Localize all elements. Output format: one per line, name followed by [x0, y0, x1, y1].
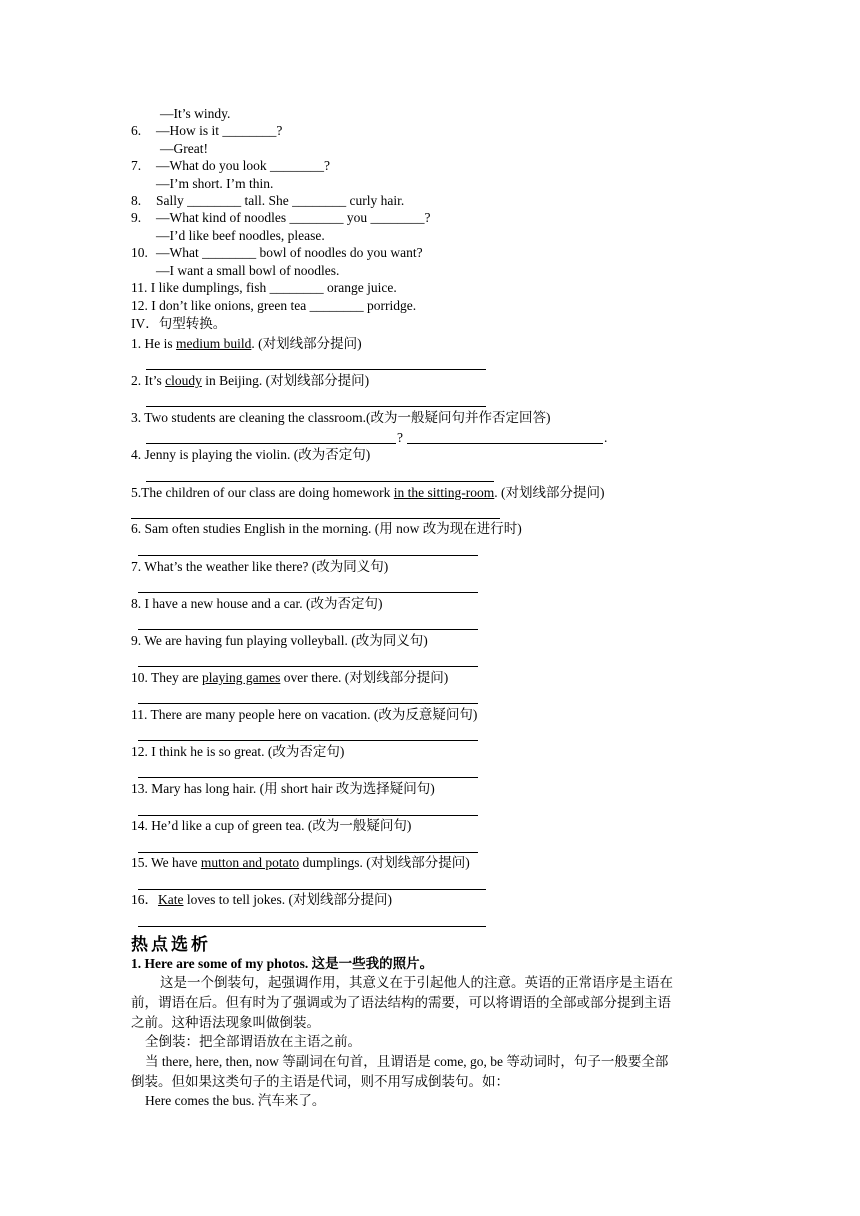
item7-answer: —I’m short. I’m thin. — [156, 176, 274, 191]
item6-answer: —Great! — [160, 141, 208, 156]
question-16: 16．Kate loves to tell jokes. (对划线部分提问) — [131, 892, 392, 907]
answer-line-2[interactable] — [146, 406, 486, 407]
item10-question: —What ________ bowl of noodles do you want? — [156, 245, 423, 260]
item8-question: Sally ________ tall. She ________ curly hair. — [156, 193, 405, 208]
item11: 11. I like dumplings, fish ________ orange juice. — [131, 280, 397, 295]
answer-line-16[interactable] — [138, 926, 486, 927]
item7-number: 7. — [131, 158, 142, 173]
question-9: 9. We are having fun playing volleyball. (改为同义句) — [131, 633, 428, 648]
answer-line-4[interactable] — [146, 481, 494, 482]
hotspot-paragraph-3-line-2: 倒装。但如果这类句子的主语是代词，则不用写成倒装句。如： — [131, 1074, 509, 1089]
answer-line-10[interactable] — [138, 703, 478, 704]
answer-line-1[interactable] — [146, 369, 486, 370]
question-4: 4. Jenny is playing the violin. (改为否定句) — [131, 447, 371, 462]
section4-title: IV．句型转换。 — [131, 316, 227, 331]
item9-number: 9. — [131, 210, 142, 225]
item10-answer: —I want a small bowl of noodles. — [156, 263, 340, 278]
question-10: 10. They are playing games over there. (对划线部分提问) — [131, 670, 449, 685]
question-3-period: . — [604, 430, 608, 445]
hotspot-item-1: 1. Here are some of my photos. 这是一些我的照片。 — [131, 956, 434, 971]
question-8: 8. I have a new house and a car. (改为否定句) — [131, 596, 383, 611]
question-11: 11. There are many people here on vacation. (改为反意疑问句) — [131, 707, 478, 722]
item10-number: 10. — [131, 245, 148, 260]
hotspot-paragraph-1-line-3: 之前。这种语法现象叫做倒装。 — [131, 1015, 320, 1030]
item6-number: 6. — [131, 123, 142, 138]
answer-line-13[interactable] — [138, 815, 478, 816]
item7-question: —What do you look ________? — [156, 158, 330, 173]
question-13: 13. Mary has long hair. (用 short hair 改为选择疑问句) — [131, 781, 435, 796]
question-7: 7. What’s the weather like there? (改为同义句) — [131, 559, 389, 574]
item12: 12. I don’t like onions, green tea ________ porridge. — [131, 298, 417, 313]
answer-line-14[interactable] — [138, 852, 478, 853]
question-6: 6. Sam often studies English in the morning. (用 now 改为现在进行时) — [131, 521, 522, 536]
question-15: 15. We have mutton and potato dumplings. (对划线部分提问) — [131, 855, 470, 870]
question-5: 5.The children of our class are doing homework in the sitting-room. (对划线部分提问) — [131, 485, 605, 500]
question-2: 2. It’s cloudy in Beijing. (对划线部分提问) — [131, 373, 370, 388]
answer-line-15[interactable] — [138, 889, 486, 890]
question-14: 14. He’d like a cup of green tea. (改为一般疑问句) — [131, 818, 412, 833]
hotspot-paragraph-2: 全倒装：把全部谓语放在主语之前。 — [145, 1034, 361, 1049]
item6-question: —How is it ________? — [156, 123, 283, 138]
answer-line-11[interactable] — [138, 740, 478, 741]
hotspot-heading: 热点选析 — [131, 935, 211, 954]
answer-line-12[interactable] — [138, 777, 478, 778]
question-3: 3. Two students are cleaning the classroom.(改为一般疑问句并作否定回答) — [131, 410, 551, 425]
answer-line-3a[interactable] — [146, 443, 396, 444]
hotspot-paragraph-1-line-2: 前，谓语在后。但有时为了强调或为了语法结构的需要，可以将谓语的全部或部分提到主语 — [131, 995, 671, 1010]
question-12: 12. I think he is so great. (改为否定句) — [131, 744, 345, 759]
answer-line-9[interactable] — [138, 666, 478, 667]
answer-line-3b[interactable] — [407, 443, 603, 444]
question-3-qmark: ? — [397, 430, 403, 445]
hotspot-paragraph-3-line-1: 当 there, here, then, now 等副词在句首，且谓语是 come, go, be 等动词时，句子一般要全部 — [145, 1054, 669, 1069]
item9-question: —What kind of noodles ________ you ________? — [156, 210, 431, 225]
item5-answer: —It’s windy. — [160, 106, 231, 121]
answer-line-5[interactable] — [131, 518, 500, 519]
hotspot-paragraph-1-line-1: 这是一个倒装句，起强调作用，其意义在于引起他人的注意。英语的正常语序是主语在 — [160, 975, 673, 990]
item8-number: 8. — [131, 193, 142, 208]
question-1: 1. He is medium build. (对划线部分提问) — [131, 336, 362, 351]
hotspot-example: Here comes the bus. 汽车来了。 — [145, 1093, 326, 1108]
answer-line-8[interactable] — [138, 629, 478, 630]
answer-line-6[interactable] — [138, 555, 478, 556]
item9-answer: —I’d like beef noodles, please. — [156, 228, 325, 243]
answer-line-7[interactable] — [138, 592, 478, 593]
